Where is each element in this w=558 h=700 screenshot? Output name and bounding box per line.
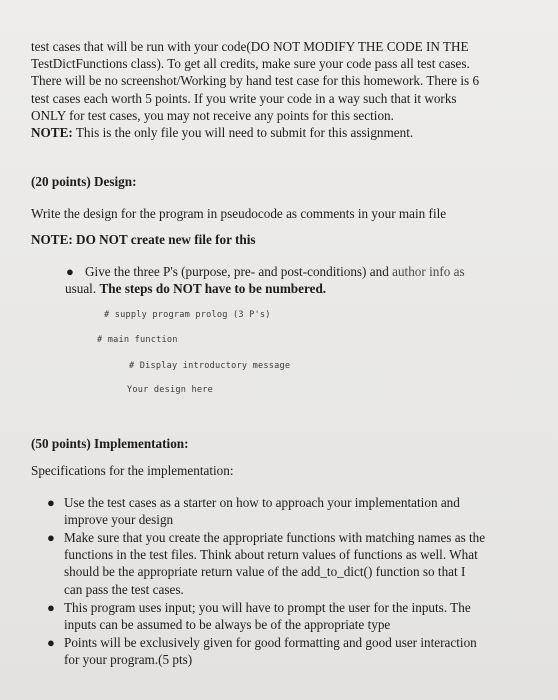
bullet-icon: ● [47, 495, 55, 510]
list-item-line: can pass the test cases. [64, 581, 184, 597]
list-item-line: Points will be exclusively given for good formatting and good user interaction [64, 635, 477, 650]
list-item-line: Use the test cases as a starter on how to approach your implementation and [64, 495, 460, 510]
note-label: NOTE: [31, 125, 73, 141]
impl-bullet-3 [64, 599, 504, 633]
design-note: NOTE: DO NOT create new file for this [31, 232, 256, 247]
impl-bullet-2 [64, 529, 504, 598]
design-bullet-bold: The steps do NOT have to be numbered. [99, 281, 327, 297]
design-bullet-text: Give the three P's (purpose, pre- and post-conditions) and [85, 264, 393, 279]
bullet-icon: ● [47, 600, 55, 615]
code-display-comment: # Display introductory message [129, 361, 291, 371]
author-info-text: author info as [392, 264, 465, 279]
list-item-line: inputs can be assumed to be always be of the appropriate type [64, 617, 391, 633]
design-bullet [65, 263, 505, 297]
list-item-line: for your program.(5 pts) [64, 652, 193, 668]
design-instruction: Write the design for the program in pseudocode as comments in your main file [31, 206, 447, 221]
impl-bullet-4 [64, 634, 504, 668]
intro-line-2: TestDictFunctions class). To get all credits, make sure your code pass all test cases. [31, 56, 470, 72]
bullet-icon: ● [47, 635, 55, 650]
intro-line-5: ONLY for test cases, you may not receive any points for this section. [31, 107, 394, 123]
implementation-spec: Specifications for the implementation: [31, 463, 234, 478]
design-bullet-line2: usual. [65, 281, 100, 297]
intro-line-1: test cases that will be run with your code(DO NOT MODIFY THE CODE IN THE [31, 39, 469, 54]
implementation-heading: (50 points) Implementation: [31, 436, 189, 451]
list-item-line: should be the appropriate return value of the add_to_dict() function so that I [64, 564, 466, 580]
intro-note [31, 124, 531, 141]
list-item-line: functions in the test files. Think about return values of functions as well. What [64, 547, 478, 563]
intro-line-3: There will be no screenshot/Working by hand test case for this homework. There is 6 [31, 73, 480, 89]
list-item-line: improve your design [64, 512, 174, 528]
intro-line-4: test cases each worth 5 points. If you write your code in a way such that it works [31, 90, 457, 106]
code-main-comment: # main function [97, 335, 178, 345]
bullet-icon: ● [66, 264, 74, 279]
list-item-line: This program uses input; you will have to prompt the user for the inputs. The [64, 600, 471, 615]
design-heading: (20 points) Design: [31, 174, 137, 189]
code-prolog-comment: # supply program prolog (3 P's) [104, 310, 271, 320]
intro-paragraph [31, 38, 531, 141]
list-item-line: Make sure that you create the appropriate functions with matching names as the [64, 530, 486, 545]
code-design-placeholder: Your design here [127, 385, 213, 395]
impl-bullet-1 [64, 494, 504, 528]
note-text: This is the only file you will need to submit for this assignment. [72, 125, 414, 141]
bullet-icon: ● [47, 530, 55, 545]
